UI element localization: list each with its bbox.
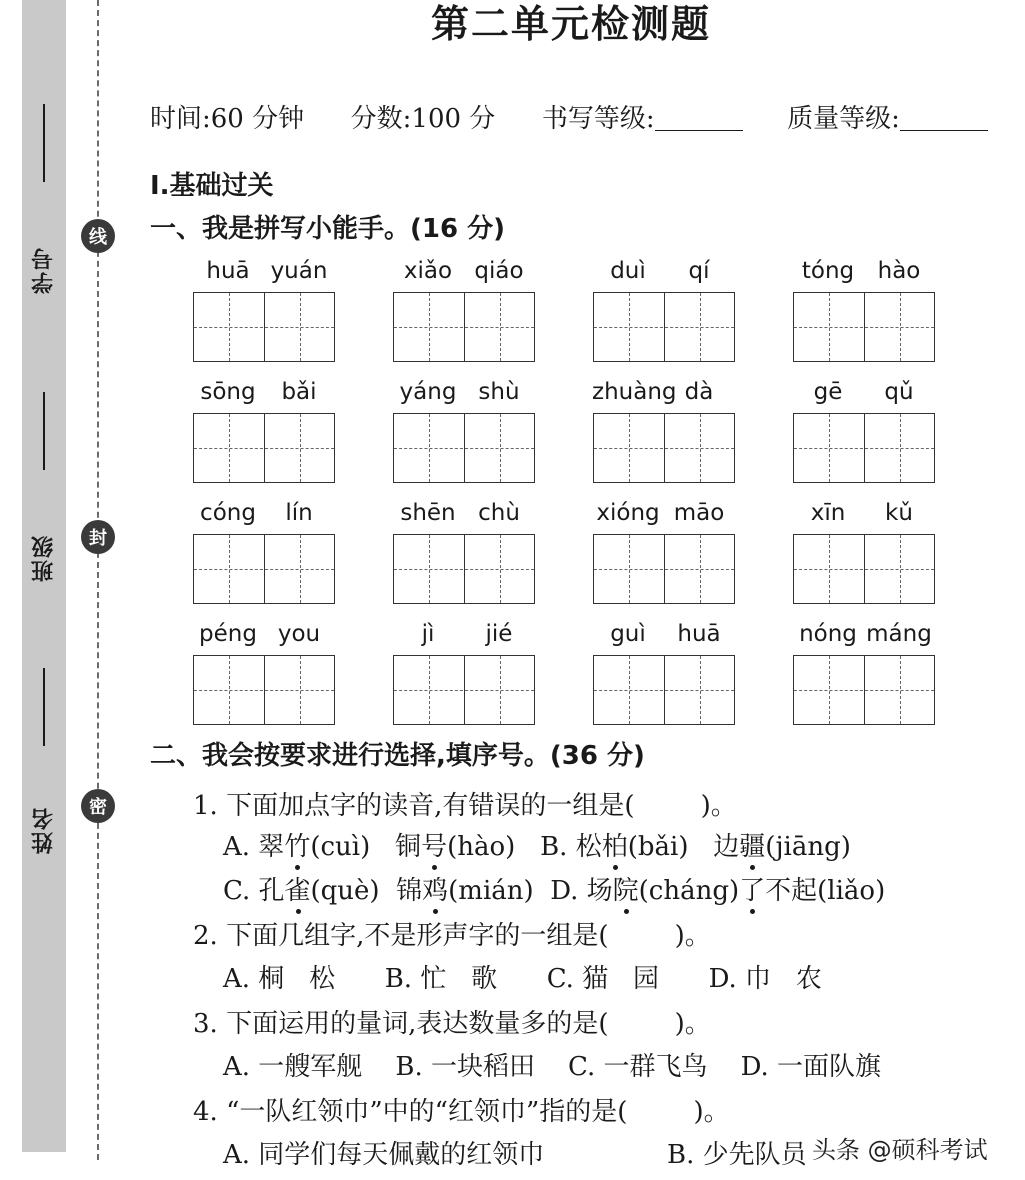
writing-grade-blank[interactable] bbox=[655, 130, 743, 131]
pinyin-syllable: xiǎo bbox=[403, 258, 453, 284]
pinyin-syllable: tóng bbox=[801, 258, 855, 284]
pinyin-syllable: dà bbox=[684, 379, 714, 405]
time-label: 时间:60 分钟 bbox=[150, 104, 305, 134]
question-2-options: A. 桐 松 B. 忙 歌 C. 猫 园 D. 巾 农 bbox=[223, 964, 822, 994]
pinyin-syllable: māo bbox=[673, 500, 725, 526]
pinyin-syllable: sōng bbox=[200, 379, 256, 405]
question-4-option-a: A. 同学们每天佩戴的红领巾 bbox=[223, 1140, 545, 1170]
pinyin-syllable: máng bbox=[866, 621, 932, 647]
pinyin-syllable: guì bbox=[610, 621, 646, 647]
quality-grade-label: 质量等级: bbox=[787, 104, 900, 134]
seal-mark: 封 bbox=[81, 520, 115, 554]
pinyin-syllable: huā bbox=[677, 621, 721, 647]
cut-line bbox=[97, 0, 99, 1160]
pinyin-syllable: qǔ bbox=[884, 379, 914, 405]
writing-grid[interactable] bbox=[193, 413, 335, 483]
writing-grade-label: 书写等级: bbox=[541, 104, 655, 134]
pinyin-syllable: yáng bbox=[399, 379, 457, 405]
writing-grid[interactable] bbox=[593, 292, 735, 362]
pinyin-syllable: kǔ bbox=[885, 500, 913, 526]
watermark: 头条 @硕科考试 bbox=[812, 1136, 988, 1164]
writing-grid[interactable] bbox=[593, 534, 735, 604]
question-4: 4. “一队红领巾”中的“红领巾”指的是( )。 bbox=[193, 1097, 730, 1127]
writing-grid[interactable] bbox=[793, 655, 935, 725]
pinyin-syllable: hào bbox=[877, 258, 921, 284]
section-heading: Ⅰ.基础过关 bbox=[150, 171, 274, 201]
pinyin-syllable: jì bbox=[421, 621, 435, 647]
question-3: 3. 下面运用的量词,表达数量多的是( )。 bbox=[193, 1009, 711, 1039]
pinyin-syllable: xióng bbox=[596, 500, 660, 526]
pinyin-syllable: shēn bbox=[400, 500, 456, 526]
student-id-blank bbox=[43, 104, 45, 182]
part-one-heading: 一、我是拼写小能手。(16 分) bbox=[150, 214, 505, 244]
name-blank bbox=[43, 668, 45, 746]
pinyin-syllable: jié bbox=[485, 621, 513, 647]
pinyin-syllable: yuán bbox=[270, 258, 328, 284]
student-id-label: 学号 bbox=[31, 246, 57, 294]
pinyin-syllable: xīn bbox=[810, 500, 846, 526]
secret-mark: 密 bbox=[81, 789, 115, 823]
writing-grid[interactable] bbox=[193, 655, 335, 725]
pinyin-syllable: péng bbox=[199, 621, 257, 647]
question-1-options-ab: A. 翠竹(cuì) 铜号(hào) B. 松柏(bǎi) 边疆(jiāng) bbox=[223, 832, 851, 862]
pinyin-syllable: duì bbox=[610, 258, 646, 284]
page-title: 第二单元检测题 bbox=[430, 1, 711, 46]
quality-grade-blank[interactable] bbox=[900, 130, 988, 131]
name-label: 姓名 bbox=[31, 806, 57, 854]
pinyin-syllable: lín bbox=[285, 500, 313, 526]
pinyin-syllable: qiáo bbox=[474, 258, 524, 284]
writing-grid[interactable] bbox=[793, 413, 935, 483]
part-two-heading: 二、我会按要求进行选择,填序号。(36 分) bbox=[150, 741, 645, 771]
question-3-options: A. 一艘军舰 B. 一块稻田 C. 一群飞鸟 D. 一面队旗 bbox=[223, 1052, 882, 1082]
writing-grid[interactable] bbox=[393, 655, 535, 725]
writing-grid[interactable] bbox=[593, 413, 735, 483]
score-label: 分数:100 分 bbox=[350, 104, 496, 134]
pinyin-syllable: gē bbox=[813, 379, 843, 405]
question-4-option-b: B. 少先队员 bbox=[667, 1140, 807, 1170]
writing-grid[interactable] bbox=[193, 292, 335, 362]
pinyin-syllable: huā bbox=[206, 258, 250, 284]
pinyin-syllable: chù bbox=[478, 500, 520, 526]
class-blank bbox=[43, 392, 45, 470]
pinyin-syllable: shù bbox=[478, 379, 520, 405]
class-label: 班级 bbox=[31, 534, 57, 582]
pinyin-syllable: bǎi bbox=[281, 379, 317, 405]
writing-grid[interactable] bbox=[393, 534, 535, 604]
writing-grid[interactable] bbox=[793, 534, 935, 604]
writing-grid[interactable] bbox=[793, 292, 935, 362]
writing-grid[interactable] bbox=[193, 534, 335, 604]
question-2: 2. 下面几组字,不是形声字的一组是( )。 bbox=[193, 921, 711, 951]
pinyin-syllable: qí bbox=[688, 258, 710, 284]
writing-grid[interactable] bbox=[593, 655, 735, 725]
question-1: 1. 下面加点字的读音,有错误的一组是( )。 bbox=[193, 791, 737, 821]
question-1-options-cd: C. 孔雀(què) 锦鸡(mián) D. 场院(cháng)了不起(liǎo) bbox=[223, 876, 886, 906]
writing-grid[interactable] bbox=[393, 292, 535, 362]
pinyin-syllable: nóng bbox=[799, 621, 857, 647]
exam-info bbox=[150, 98, 988, 135]
line-mark: 线 bbox=[81, 219, 115, 253]
pinyin-syllable: cóng bbox=[200, 500, 256, 526]
writing-grid[interactable] bbox=[393, 413, 535, 483]
pinyin-syllable: you bbox=[277, 621, 321, 647]
pinyin-syllable: zhuàng bbox=[592, 379, 677, 405]
